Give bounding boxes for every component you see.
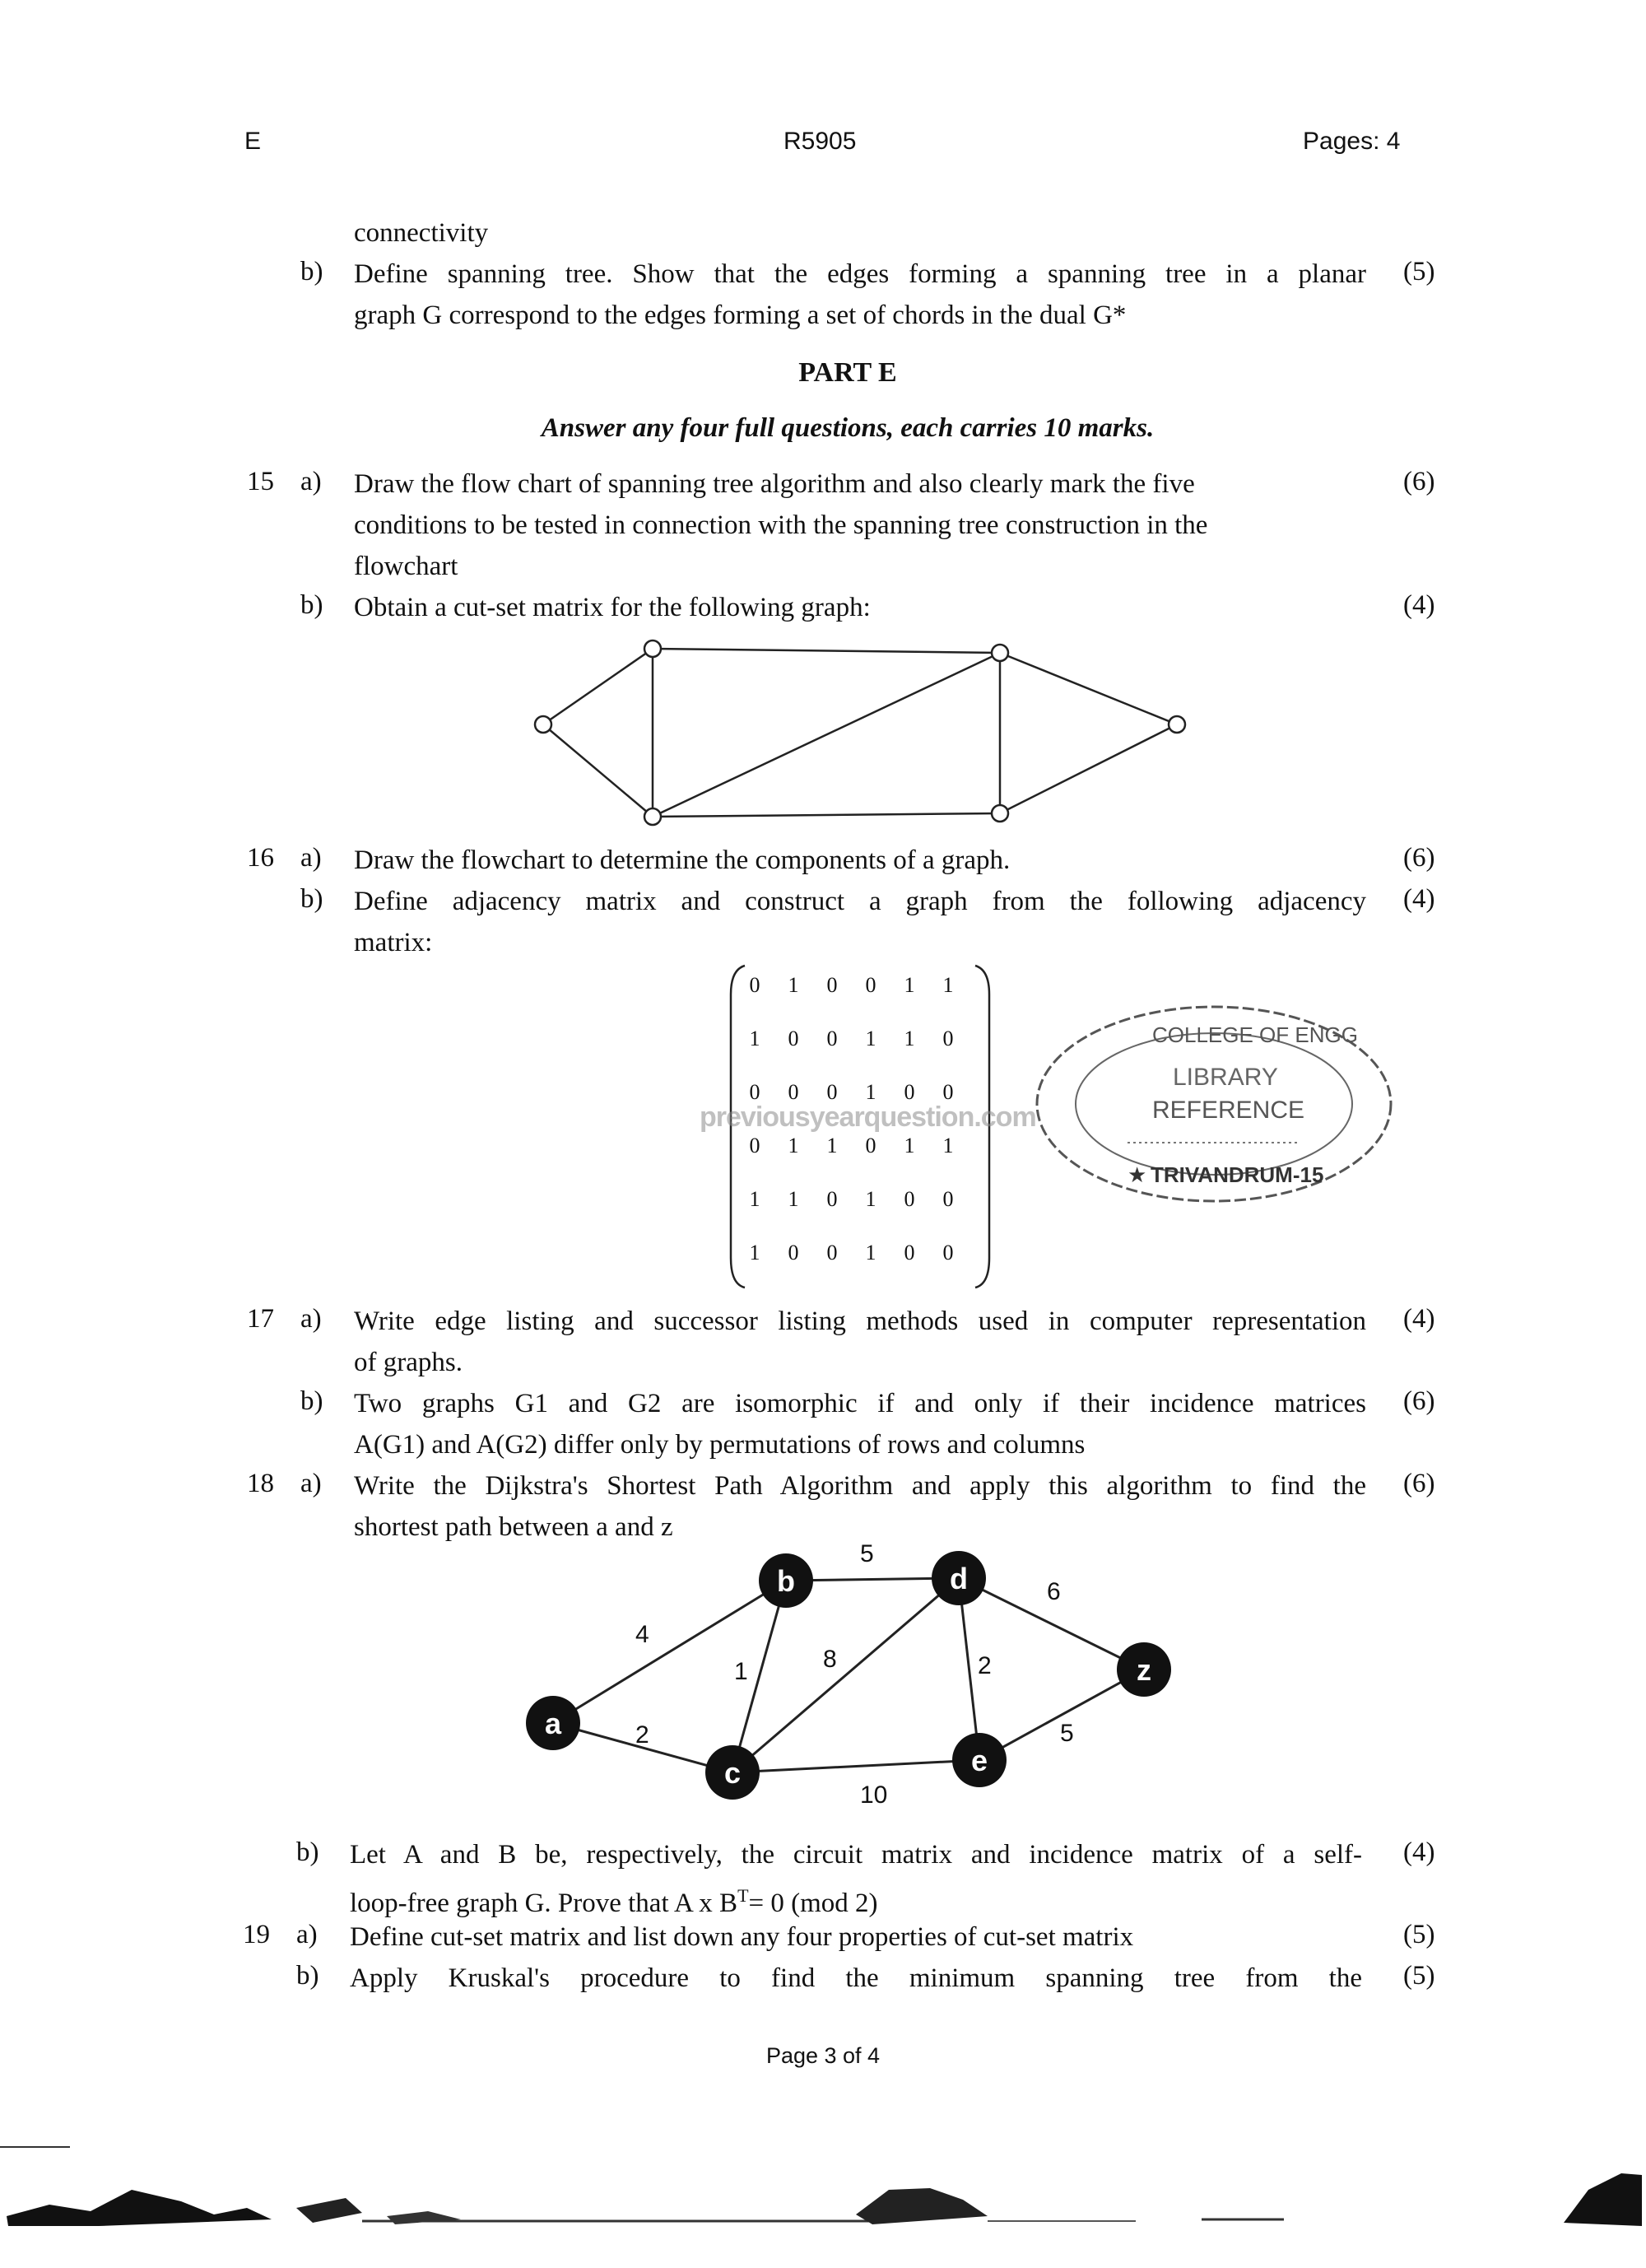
weight-de: 2 — [978, 1652, 992, 1679]
q19-a-marks: (5) — [1403, 1920, 1435, 1949]
graph-vertex — [1169, 716, 1185, 733]
q16-b-line2: matrix: — [354, 928, 433, 957]
q18-a-line1: Write the Dijkstra's Shortest Path Algorithm and apply this algorithm to find the — [354, 1471, 1366, 1501]
matrix-cell: 1 — [904, 1134, 915, 1157]
q18-b-label: b) — [296, 1837, 319, 1867]
q19-b-line1: Apply Kruskal's procedure to find the minimum spanning tree from the — [350, 1963, 1362, 1993]
graph-edge — [543, 724, 653, 817]
q15-a-line1: Draw the flow chart of spanning tree algorithm and also clearly mark the five — [354, 469, 1195, 499]
q17-a-label: a) — [300, 1304, 322, 1334]
q15-a-label: a) — [300, 467, 322, 496]
graph-edge — [1000, 724, 1177, 813]
matrix-cell: 0 — [942, 1187, 954, 1211]
matrix-cell: 1 — [865, 1027, 876, 1050]
library-stamp — [1029, 994, 1407, 1217]
matrix-cell: 0 — [826, 1241, 838, 1264]
matrix-cell: 0 — [749, 1080, 760, 1104]
matrix-cell: 0 — [749, 973, 760, 997]
q17-b-marks: (6) — [1403, 1386, 1435, 1416]
header-section-letter: E — [244, 128, 262, 155]
stamp-library: LIBRARY — [1173, 1064, 1278, 1091]
q19-b-marks: (5) — [1403, 1961, 1435, 1991]
matrix-cell: 0 — [904, 1241, 915, 1264]
stamp-city: TRIVANDRUM-15 — [1151, 1162, 1324, 1187]
q18-a-marks: (6) — [1403, 1469, 1435, 1498]
q19-number: 19 — [243, 1920, 270, 1949]
q15-b-label: b) — [300, 590, 323, 620]
continuation-b-label: b) — [300, 257, 323, 286]
matrix-cell: 0 — [865, 1134, 876, 1157]
matrix-cell: 1 — [865, 1241, 876, 1264]
node-z-label: z — [1137, 1653, 1151, 1687]
q17-number: 17 — [247, 1304, 274, 1334]
continuation-b-line2: graph G correspond to the edges forming a set of chords in the dual G* — [354, 300, 1127, 330]
continuation-b-marks: (5) — [1403, 257, 1435, 286]
matrix-cell: 1 — [942, 1134, 954, 1157]
edge-cd — [732, 1578, 959, 1772]
q16-a-marks: (6) — [1403, 843, 1435, 873]
matrix-cell: 1 — [826, 1134, 838, 1157]
matrix-cell: 0 — [826, 973, 838, 997]
q18-a-line2: shortest path between a and z — [354, 1512, 673, 1542]
q17-a-line2: of graphs. — [354, 1348, 463, 1377]
header-page-count: Pages: 4 — [1303, 128, 1401, 155]
q16-number: 16 — [247, 843, 274, 873]
q16-a-label: a) — [300, 843, 322, 873]
matrix-cell: 1 — [788, 1134, 799, 1157]
matrix-cell: 1 — [942, 973, 954, 997]
matrix-cell: 0 — [826, 1027, 838, 1050]
matrix-cell: 1 — [865, 1080, 876, 1104]
graph-edge — [653, 649, 1000, 653]
q15-b-line1: Obtain a cut-set matrix for the following graph: — [354, 593, 871, 622]
weight-ac: 2 — [635, 1721, 649, 1749]
q16-b-marks: (4) — [1403, 884, 1435, 914]
q16-b-line1: Define adjacency matrix and construct a graph from the following adjacency — [354, 887, 1366, 916]
matrix-cell: 0 — [942, 1027, 954, 1050]
weight-ez: 5 — [1060, 1720, 1074, 1747]
graph-vertex — [992, 645, 1008, 661]
continuation-b-line1: Define spanning tree. Show that the edges forming a spanning tree in a planar — [354, 259, 1366, 289]
matrix-cell: 1 — [749, 1187, 760, 1211]
matrix-cell: 1 — [788, 1187, 799, 1211]
matrix-cell: 1 — [904, 1027, 915, 1050]
q15-a-marks: (6) — [1403, 467, 1435, 496]
q19-a-label: a) — [296, 1920, 318, 1949]
node-b-label: b — [777, 1564, 795, 1598]
continuation-line: connectivity — [354, 218, 489, 248]
q17-b-line2: A(G1) and A(G2) differ only by permutations of rows and columns — [354, 1430, 1086, 1460]
q18-b-line2-pre: loop-free graph G. Prove that A x B — [350, 1888, 738, 1918]
part-title: PART E — [798, 357, 897, 388]
q16-b-label: b) — [300, 884, 323, 914]
weight-dz: 6 — [1047, 1578, 1061, 1605]
q17-b-line1: Two graphs G1 and G2 are isomorphic if and only if their incidence matrices — [354, 1389, 1366, 1418]
matrix-cell: 0 — [826, 1080, 838, 1104]
q15-a-line3: flowchart — [354, 552, 458, 581]
node-a-label: a — [544, 1707, 562, 1740]
svg-text:COLLEGE OF ENGG: COLLEGE OF ENGG — [1152, 1022, 1358, 1047]
graph-edge — [653, 813, 1000, 817]
node-e-label: e — [970, 1744, 988, 1777]
q18-b-marks: (4) — [1403, 1837, 1435, 1867]
weight-bc: 1 — [734, 1658, 748, 1685]
matrix-cell: 0 — [749, 1134, 760, 1157]
edge-ce — [732, 1760, 979, 1772]
matrix-cell: 0 — [942, 1241, 954, 1264]
node-d-label: d — [950, 1562, 968, 1595]
header-paper-code: R5905 — [783, 128, 857, 155]
matrix-cell: 0 — [826, 1187, 838, 1211]
svg-text:★: ★ — [1128, 1163, 1147, 1187]
matrix-cell: 0 — [788, 1080, 799, 1104]
scan-artifacts — [0, 2140, 1646, 2268]
edge-de — [959, 1578, 979, 1760]
dijkstra-graph — [510, 1535, 1210, 1807]
weight-cd: 8 — [823, 1646, 837, 1673]
matrix-cell: 0 — [904, 1080, 915, 1104]
q17-a-line1: Write edge listing and successor listing methods used in computer representation — [354, 1306, 1366, 1336]
graph-edge — [653, 653, 1000, 817]
node-c-label: c — [723, 1756, 742, 1790]
matrix-cell: 1 — [904, 973, 915, 997]
graph-vertex — [644, 808, 661, 825]
matrix-cell: 1 — [749, 1027, 760, 1050]
graph-vertex — [535, 716, 551, 733]
q16-a-line1: Draw the flowchart to determine the components of a graph. — [354, 845, 1011, 875]
graph-vertex — [644, 640, 661, 657]
stamp-reference: REFERENCE — [1152, 1097, 1305, 1124]
q15-a-line2: conditions to be tested in connection with the spanning tree construction in the — [354, 510, 1208, 540]
matrix-cell: 1 — [788, 973, 799, 997]
matrix-cell: 1 — [749, 1241, 760, 1264]
q18-b-line2-post: = 0 (mod 2) — [748, 1888, 878, 1918]
q17-b-label: b) — [300, 1386, 323, 1416]
q15-graph — [518, 634, 1193, 831]
q17-a-marks: (4) — [1403, 1304, 1435, 1334]
weight-ce: 10 — [860, 1781, 888, 1807]
q18-number: 18 — [247, 1469, 274, 1498]
q18-b-line1: Let A and B be, respectively, the circuit matrix and incidence matrix of a self- — [350, 1840, 1362, 1870]
q15-number: 15 — [247, 467, 274, 496]
q18-b-line2-sup: T — [737, 1885, 749, 1906]
graph-edge — [543, 649, 653, 724]
graph-vertex — [992, 805, 1008, 822]
footer-page-number: Page 3 of 4 — [765, 2043, 881, 2068]
q18-a-label: a) — [300, 1469, 322, 1498]
matrix-cell: 1 — [865, 1187, 876, 1211]
matrix-cell: 0 — [865, 973, 876, 997]
q19-b-label: b) — [296, 1961, 319, 1991]
weight-bd: 5 — [860, 1540, 874, 1567]
watermark: previousyearquestion.com — [700, 1101, 1036, 1133]
part-instruction: Answer any four full questions, each carries 10 marks. — [541, 413, 1155, 443]
matrix-cell: 0 — [904, 1187, 915, 1211]
q15-b-marks: (4) — [1403, 590, 1435, 620]
matrix-cell: 0 — [788, 1241, 799, 1264]
matrix-cell: 0 — [942, 1080, 954, 1104]
matrix-cell: 0 — [788, 1027, 799, 1050]
q19-a-line1: Define cut-set matrix and list down any four properties of cut-set matrix — [350, 1922, 1134, 1952]
weight-ab: 4 — [635, 1621, 649, 1648]
graph-edge — [1000, 653, 1177, 724]
